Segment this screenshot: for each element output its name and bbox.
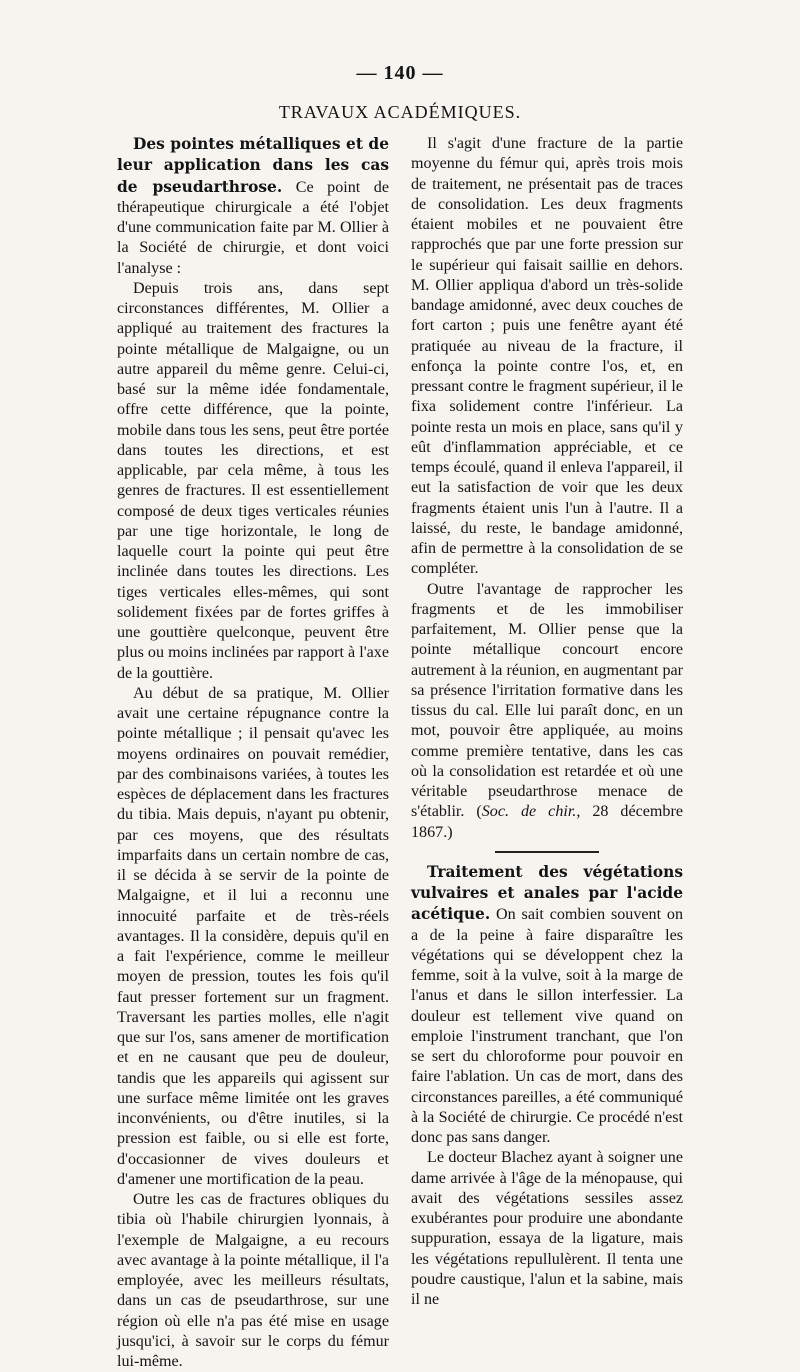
article1-title: Des pointes métalliques et de leur application dans les cas de pseudarthrose. [117,135,389,196]
article2-paragraph-1 [411,862,683,1149]
left-column [117,134,389,1372]
article2-paragraph-2: Le docteur Blachez ayant à soigner une dame arrivée à l'âge de la ménopause, qui avait des végétations sessiles assez exubérantes pour produire une abondante suppuration, essaya de la ligature, mais les végétations repullulèrent. Il tenta une poudre caustique, l'alun et la sabine, mais il ne [411,1149,683,1308]
citation-source: Soc. de chir. [481,803,577,821]
article1-paragraph-5: Il s'agit d'une fracture de la partie moyenne du fémur qui, après trois mois de traitement, ne présentait pas de traces de consolidation. Les deux fragments étaient mobiles et ne pouvaient être rapprochés que par une forte pression sur le supérieur qui faisait saillie en dehors. M. Ollier appliqua d'abord un très-solide bandage amidonné, avec deux couches de fort carton ; puis une fenêtre ayant été pratiquée au niveau de la fracture, il enfonça la pointe contre l'os, et, en pressant contre le fragment supérieur, il le fixa solidement contre l'inférieur. La pointe resta un mois en place, sans qu'il y eût d'inflammation appréciable, et ce temps écoulé, quand il enleva l'appareil, il eut la satisfaction de voir que les deux fragments étaient unis l'un à l'autre. Il a laissé, du reste, le bandage amidonné, afin de permettre à la consolidation de se compléter. [411,135,683,578]
citation-date: , 28 décembre 1867.) [411,803,683,841]
page-number: — 140 — [356,62,444,84]
running-title: TRAVAUX ACADÉMIQUES. [278,102,522,122]
article1-intro: Ce point de thérapeutique chirurgicale a été l'objet d'une communication faite par M. Ollier à la Société de chirurgie, et dont voici l'analyse : [117,178,389,277]
article1-paragraph-6 [411,580,683,843]
article2-intro: On sait combien souvent on a de la peine à faire disparaître les végétations qui se développent chez la femme, soit à la vulve, soit à la marge de l'anus et dans le sillon interfessier. La douleur est tellement vive quand on emploie l'instrument tranchant, que l'on se sert du chloroforme pour pouvoir en faire l'ablation. Un cas de mort, dans des circonstances pareilles, a été communiqué à la Société de chirurgie. Ce procédé n'est donc pas sans danger. [411,906,683,1146]
article1-paragraph-6-text: Outre l'avantage de rapprocher les fragments et de les immobiliser parfaitement, M. Ollier pense que la pointe métallique concourt encore autrement à la réunion, en augmentant par sa présence l'irritation formative dans les tissus du cal. Elle lui paraît donc, en un mot, pouvoir être appliquée, au moins comme première tentative, dans les cas où la consolidation est retardée et où une véritable pseudarthrose menace de s'établir. ( [411,580,683,821]
article1-paragraph-4: Outre les cas de fractures obliques du tibia où l'habile chirurgien lyonnais, à l'exemple de Malgaigne, a eu recours avec avantage à la pointe métallique, il l'a employée, avec les meilleurs résultats, dans un cas de pseudarthrose, sur une région où elle n'a pas été mise en usage jusqu'ici, à savoir sur le corps du fémur lui-même. [117,1191,389,1370]
section-divider [495,851,599,853]
article1-paragraph-1 [117,134,389,279]
right-column [411,134,683,1310]
article1-paragraph-2: Depuis trois ans, dans sept circonstances différentes, M. Ollier a appliqué au traitement des fractures la pointe métallique de Malgaigne, ou un autre appareil du même genre. Celui-ci, basé sur la même idée fondamentale, offre cette différence, que la pointe, mobile dans tous les sens, peut être portée dans toutes les directions, et est applicable, par cela même, à tous les genres de fractures. Il est essentiellement composé de deux tiges verticales réunies par une tige horizontale, le long de laquelle court la pointe qui peut être inclinée dans toutes les directions. Les tiges verticales elles-mêmes, qui sont solidement fixées par de fortes griffes à une gouttière quelconque, peuvent être plus ou moins inclinées par rapport à l'axe de la gouttière. [117,279,389,682]
article2-title: Traitement des végétations vulvaires et anales par l'acide acétique. [411,862,683,924]
article1-paragraph-3: Au début de sa pratique, M. Ollier avait une certaine répugnance contre la pointe métallique ; il pensait qu'avec les moyens ordinaires on pouvait remédier, par des combinaisons variées, à toutes les espèces de déplacement dans les fractures du tibia. Mais depuis, n'ayant pu obtenir, par ces moyens, que des résultats imparfaits dans un certain nombre de cas, il se décida à se servir de la pointe de Malgaigne, et il lui a reconnu une innocuité parfaite et de très-réels avantages. Il la considère, depuis qu'il en a fait l'expérience, comme le meilleur moyen de pression, toutes les fois qu'il faut presser fortement sur un fragment. Traversant les parties molles, elle n'agit que sur l'os, sans amener de mortification et en ne causant que peu de douleur, tandis que les appareils qui agissent sur une surface même limitée ont les graves inconvénients, ou d'être inutiles, si la pression est faible, ou si elle est forte, d'occasionner de vives douleurs et d'amener une mortification de la peau. [117,684,389,1188]
